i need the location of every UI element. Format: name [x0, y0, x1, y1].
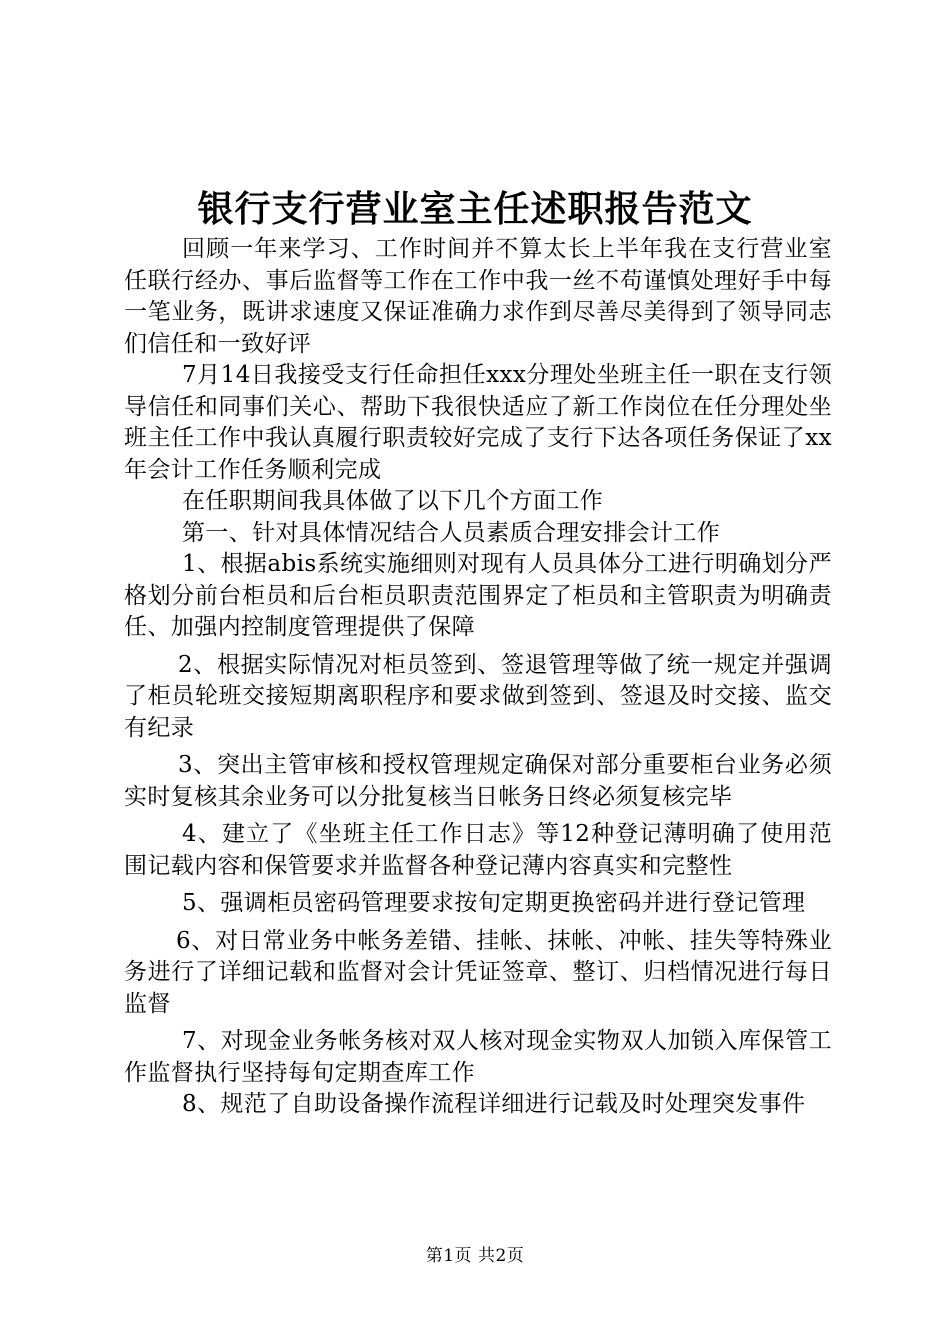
paragraph-item-2: 2、根据实际情况对柜员签到、签退管理等做了统一规定并强调了柜员轮班交接短期离职程序和要求做到签到、签退及时交接、监交有纪录 — [124, 651, 832, 741]
paragraph-section-one: 第一、针对具体情况结合人员素质合理安排会计工作 — [182, 519, 721, 546]
paragraph-item-3: 3、突出主管审核和授权管理规定确保对部分重要柜台业务必须实时复核其余业务可以分批复核当日帐务日终必须复核完毕 — [124, 752, 832, 810]
paragraph-item-6: 6、对日常业务中帐务差错、挂帐、抹帐、冲帐、挂失等特殊业务进行了详细记载和监督对会计凭证签章、整订、归档情况进行每日监督 — [124, 927, 832, 1017]
document-title: 银行支行营业室主任述职报告范文 — [197, 188, 753, 230]
paragraph-item-4: 4、建立了《坐班主任工作日志》等12种登记薄明确了使用范围记载内容和保管要求并监督各种登记薄内容真实和完整性 — [124, 821, 832, 879]
paragraph-item-7: 7、对现金业务帐务核对双人核对现金实物双人加锁入库保管工作监督执行坚持每旬定期查库工作 — [124, 1028, 832, 1086]
paragraph-review: 回顾一年来学习、工作时间并不算太长上半年我在支行营业室任联行经办、事后监督等工作在工作中我一丝不苟谨慎处理好手中每一笔业务，既讲求速度又保证准确力求作到尽善尽美得到了领导同志们信任和一致好评 — [124, 236, 832, 357]
page-footer: 第1页 共2页 — [425, 1246, 525, 1266]
paragraph-item-5: 5、强调柜员密码管理要求按旬定期更换密码并进行登记管理 — [182, 890, 806, 916]
document-body — [124, 234, 832, 1121]
paragraph-item-8: 8、规范了自助设备操作流程详细进行记载及时处理突发事件 — [182, 1091, 806, 1117]
paragraph-intro: 在任职期间我具体做了以下几个方面工作 — [182, 488, 604, 514]
paragraph-appointment: 7月14日我接受支行任命担任xxx分理处坐班主任一职在支行领导信任和同事们关心、帮助下我很快适应了新工作岗位在任分理处坐班主任工作中我认真履行职责较好完成了支行下达各项任务保证了xx年会计工作任务顺利完成 — [124, 362, 832, 483]
paragraph-item-1: 1、根据abis系统实施细则对现有人员具体分工进行明确划分严格划分前台柜员和后台柜员职责范围界定了柜员和主管职责为明确责任、加强内控制度管理提供了保障 — [124, 551, 832, 640]
